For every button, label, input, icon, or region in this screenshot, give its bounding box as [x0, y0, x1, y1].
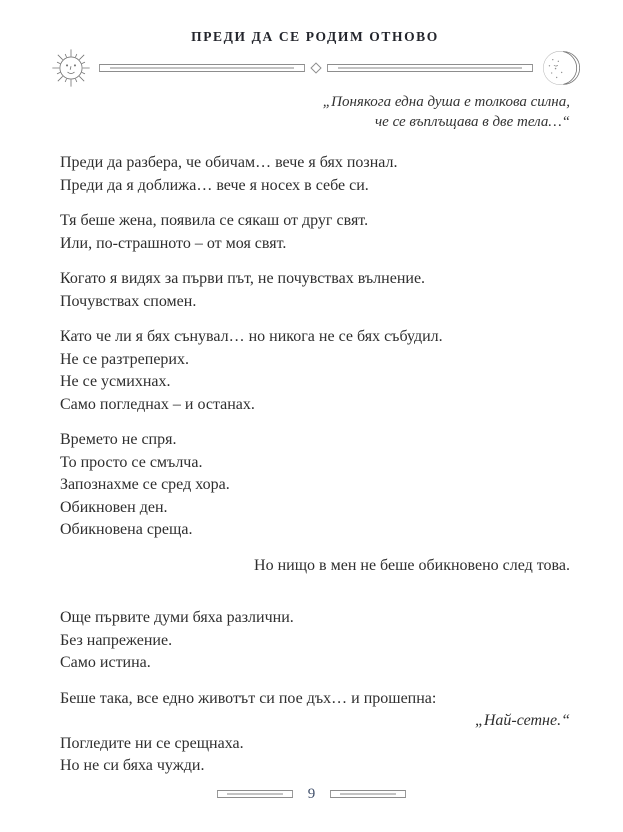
- paragraph: [60, 688, 570, 778]
- text-block: [60, 152, 570, 778]
- text-line: Погледите ни се срещнаха.: [60, 734, 244, 752]
- text-line: Тя беше жена, появила се сякаш от друг свят.: [60, 212, 369, 229]
- text-line: Но не си бяха чужди.: [60, 757, 205, 774]
- sun-icon: [50, 47, 92, 89]
- paragraph: [60, 326, 570, 416]
- text-line: Времето не спря.: [60, 431, 177, 448]
- header-rule-left: [99, 64, 305, 72]
- paragraph: [60, 555, 570, 578]
- text-line: Беше така, все едно животът си пое дъх… и прошепна:: [60, 689, 437, 707]
- paragraph: [60, 210, 570, 255]
- text-line: Само погледнах – и останах.: [60, 395, 255, 413]
- text-line: Преди да я доближа… вече я носех в себе си.: [60, 176, 369, 194]
- diamond-ornament: [310, 62, 321, 73]
- paragraph: [60, 607, 570, 675]
- epigraph: [60, 92, 570, 132]
- epigraph-line: че се въплъщава в две тела…“: [375, 114, 570, 130]
- page-number: 9: [307, 786, 316, 802]
- page-header: [60, 30, 570, 88]
- text-line: Преди да разбера, че обичам… вече я бях познал.: [60, 154, 398, 171]
- text-line: То просто се смълча.: [60, 453, 203, 471]
- text-line: Само истина.: [60, 654, 151, 671]
- text-line: Като че ли я бях сънувал… но никога не се бях събудил.: [60, 328, 443, 345]
- paragraph: [60, 268, 570, 313]
- text-line: Не се разтреперих.: [60, 350, 189, 368]
- page-main: [60, 92, 570, 778]
- text-line: Обикновена среща.: [60, 521, 193, 538]
- running-head-title: ПРЕДИ ДА СЕ РОДИМ ОТНОВО: [191, 29, 439, 44]
- text-line: Не се усмихнах.: [60, 373, 171, 390]
- text-line: Когато я видях за първи път, не почувствах вълнение.: [60, 270, 426, 287]
- text-line: Почувствах спомен.: [60, 292, 197, 310]
- header-rule-right: [327, 64, 533, 72]
- text-line: Но нищо в мен не беше обикновено след това.: [254, 556, 570, 574]
- epigraph-line: „Понякога една душа е толкова силна,: [322, 94, 570, 110]
- header-ornament-row: [50, 48, 580, 88]
- text-line: Още първите думи бяха различни.: [60, 609, 294, 626]
- text-line: Или, по-страшното – от моя свят.: [60, 234, 287, 252]
- moon-icon: [540, 48, 580, 88]
- text-line: „Най-сетне.“: [474, 712, 570, 729]
- paragraph: [60, 429, 570, 542]
- text-line: Без напрежение.: [60, 631, 173, 649]
- page-footer: [0, 786, 623, 802]
- text-line: Обикновен ден.: [60, 498, 168, 516]
- paragraph: [60, 152, 570, 197]
- text-line: Запознахме се сред хора.: [60, 476, 230, 493]
- footer-rule-right: [330, 790, 406, 798]
- footer-rule-left: [217, 790, 293, 798]
